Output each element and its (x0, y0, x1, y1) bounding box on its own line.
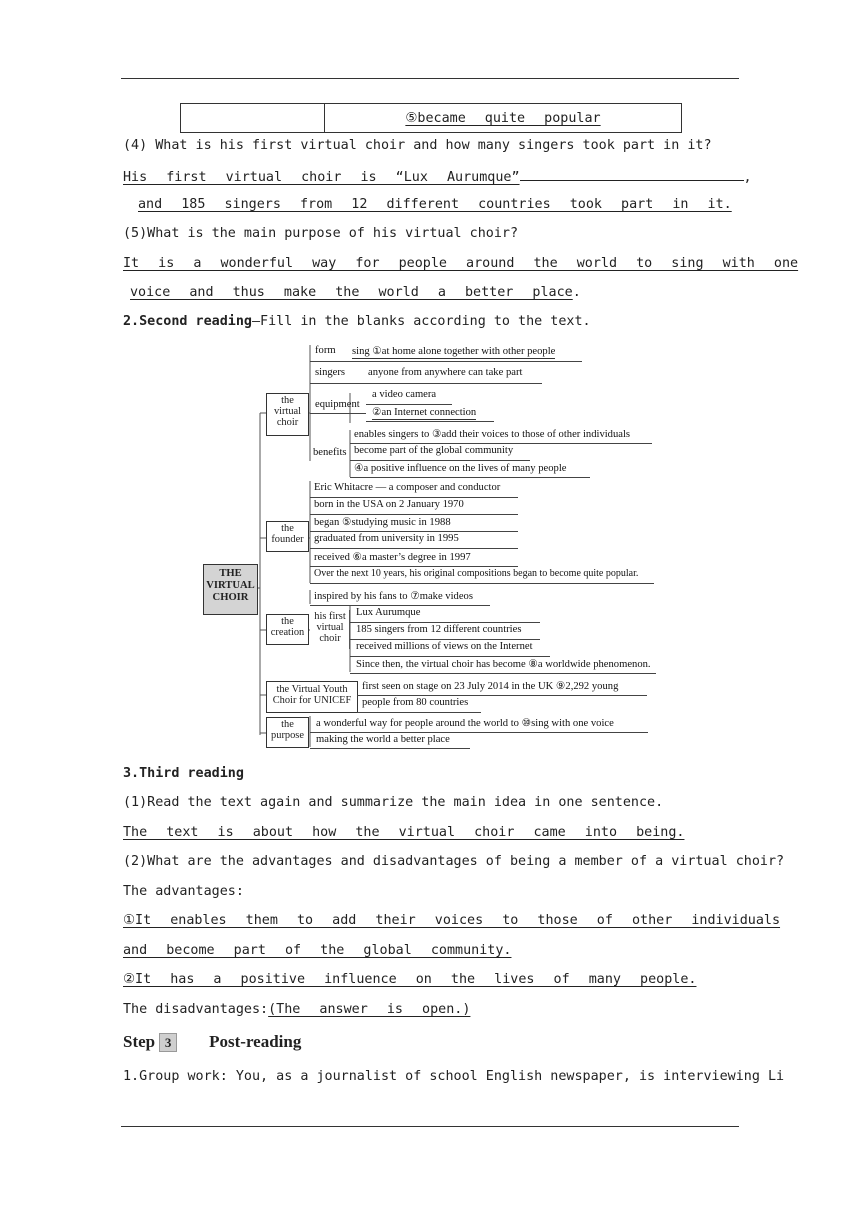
step-3-heading: Step 3 Post-reading (123, 1032, 302, 1051)
founder-item-1: Eric Whitacre — a composer and conductor (314, 482, 501, 493)
third-a1: The text is about how the virtual choir came into being. (123, 825, 685, 840)
branch-founder: the founder (266, 521, 309, 552)
q4-question: (4) What is his first virtual choir and how many singers took part in it? (123, 138, 712, 153)
step-number-badge: 3 (159, 1033, 177, 1052)
advantage-1-line2: and become part of the global community. (123, 943, 512, 958)
first-virtual-choir-label: his first virtual choir (311, 610, 350, 649)
third-q2: (2)What are the advantages and disadvantages of being a member of a virtual choir? (123, 854, 785, 869)
youth-item-1: first seen on stage on 23 July 2014 in the UK ⑨2,292 young (362, 681, 619, 692)
singers-label: singers (315, 367, 346, 378)
creation-item-3: received millions of views on the Internet (356, 641, 533, 652)
advantage-2: ②It has a positive influence on the lives of many people. (123, 972, 697, 987)
founder-item-3: began ⑤studying music in 1988 (314, 517, 451, 528)
creation-item-4: Since then, the virtual choir has become ⑧a worldwide phenomenon. (356, 659, 651, 670)
benefits-label: benefits (313, 447, 347, 458)
founder-item-6: Over the next 10 years, his original compositions began to become quite popular. (314, 568, 639, 579)
q5-question: (5)What is the main purpose of his virtual choir? (123, 226, 519, 241)
benefit-1: enables singers to ③add their voices to those of other individuals (354, 429, 631, 440)
branch-virtual-choir: the virtual choir (266, 393, 309, 436)
singers-text: anyone from anywhere can take part (368, 367, 523, 378)
creation-inspired: inspired by his fans to ⑦make videos (314, 591, 473, 602)
purpose-item-2: making the world a better place (316, 734, 450, 745)
benefit-3: ④a positive influence on the lives of many people (354, 463, 567, 474)
second-reading-heading: 2.Second reading—Fill in the blanks according to the text. (123, 314, 591, 329)
founder-item-2: born in the USA on 2 January 1970 (314, 499, 464, 510)
q4-answer-1: His first virtual choir is “Lux Aurumque” , (123, 166, 737, 187)
youth-item-2: people from 80 countries (362, 697, 469, 708)
table-cell-answer: ⑤became quite popular (325, 104, 682, 133)
equipment-label: equipment (315, 399, 360, 410)
q4-answer-2: and 185 singers from 12 different countries took part in it. (138, 197, 732, 212)
branch-purpose: the purpose (266, 717, 309, 748)
q5-answer-1: It is a wonderful way for people around the world to sing with one (123, 256, 799, 271)
third-reading-heading: 3.Third reading (123, 766, 244, 781)
creation-item-1: Lux Aurumque (356, 607, 421, 618)
advantage-1-line1: ①It enables them to add their voices to those of other individuals (123, 913, 781, 928)
equipment-1: a video camera (372, 389, 437, 400)
form-label: form (315, 345, 336, 356)
form-text: sing ①at home alone together with other people (352, 346, 556, 357)
post-reading-item-1: 1.Group work: You, as a journalist of school English newspaper, is interviewing Li (123, 1069, 785, 1084)
advantages-label: The advantages: (123, 884, 244, 899)
equipment-2: ②an Internet connection (372, 407, 477, 418)
footer-rule (121, 1126, 739, 1127)
creation-item-2: 185 singers from 12 different countries (356, 624, 522, 635)
q5-answer-2: voice and thus make the world a better place. (130, 285, 581, 300)
branch-youth-choir: the Virtual Youth Choir for UNICEF (266, 681, 358, 713)
founder-item-4: graduated from university in 1995 (314, 533, 459, 544)
mindmap-center: THE VIRTUAL CHOIR (203, 564, 258, 615)
benefit-2: become part of the global community (354, 445, 514, 456)
disadvantages: The disadvantages:(The answer is open.) (123, 1002, 471, 1017)
branch-creation: the creation (266, 614, 309, 645)
third-q1: (1)Read the text again and summarize the main idea in one sentence. (123, 795, 664, 810)
purpose-item-1: a wonderful way for people around the world to ⑩sing with one voice (316, 718, 614, 729)
founder-item-5: received ⑥a master’s degree in 1997 (314, 552, 471, 563)
